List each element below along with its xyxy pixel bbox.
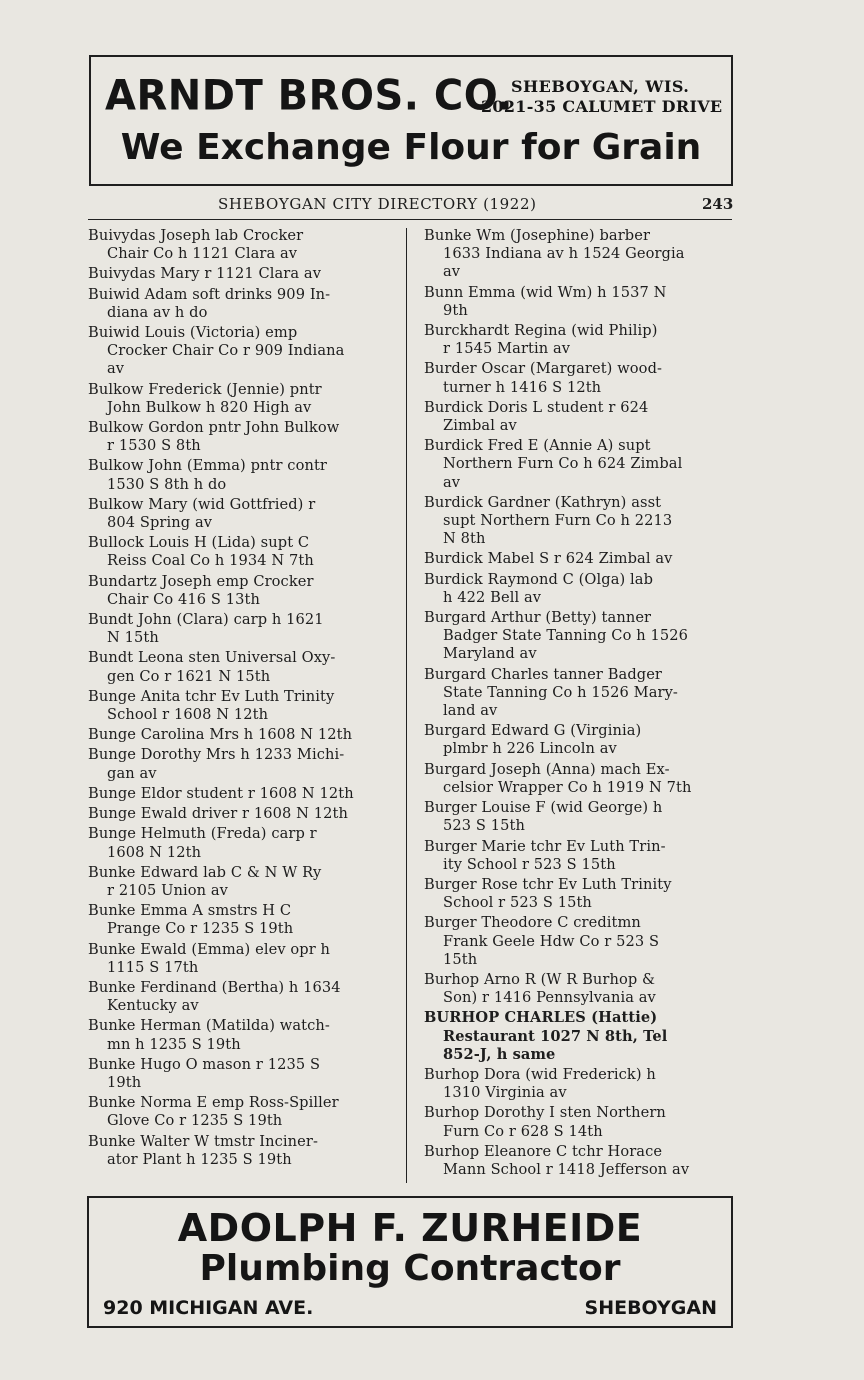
- directory-entry: Bulkow Frederick (Jennie) pntr John Bulkow h 820 High av: [88, 380, 322, 416]
- directory-entry: Bunge Anita tchr Ev Luth Trinity School r 1608 N 12th: [88, 687, 335, 724]
- directory-entry: Bunke Emma A smstrs H C Prange Co r 1235 S 19th: [88, 902, 294, 938]
- directory-entry: Burdick Raymond C (Olga) lab h 422 Bell av: [424, 570, 654, 606]
- directory-entry: Burgard Charles tanner Badger State Tanning Co h 1526 Mary- land av: [424, 665, 678, 720]
- directory-entry: Bunke Ewald (Emma) elev opr h 1115 S 17th: [88, 940, 331, 976]
- directory-entry: Bunke Walter W tmstr Inciner- ator Plant h 1235 S 19th: [88, 1132, 319, 1168]
- header-rule: [88, 219, 732, 220]
- column-divider: [406, 228, 407, 1183]
- directory-entry: Burdick Doris L student r 624 Zimbal av: [424, 398, 649, 435]
- directory-entry: Bunge Carolina Mrs h 1608 N 12th: [88, 726, 353, 744]
- directory-entry: Bundartz Joseph emp Crocker Chair Co 416 S 13th: [88, 572, 314, 608]
- directory-entry: Burgard Edward G (Virginia) plmbr h 226 Lincoln av: [424, 722, 642, 758]
- running-header: [0, 195, 864, 217]
- directory-entry: Burgard Joseph (Anna) mach Ex- celsior Wrapper Co h 1919 N 7th: [424, 760, 692, 796]
- directory-entry: Bunge Dorothy Mrs h 1233 Michi- gan av: [88, 746, 345, 782]
- directory-entry: Burhop Arno R (W R Burhop & Son) r 1416 Pennsylvania av: [424, 970, 656, 1007]
- directory-entry: Bunke Ferdinand (Bertha) h 1634 Kentucky av: [88, 978, 341, 1015]
- directory-entry: Burger Rose tchr Ev Luth Trinity School r 523 S 15th: [424, 875, 672, 912]
- directory-entry: Burder Oscar (Margaret) wood- turner h 1416 S 12th: [424, 360, 663, 396]
- directory-entry: Burhop Dorothy I sten Northern Furn Co r 628 S 14th: [424, 1104, 666, 1140]
- directory-entry: Bunke Hugo O mason r 1235 S 19th: [88, 1055, 321, 1091]
- directory-entry: Bulkow John (Emma) pntr contr 1530 S 8th h do: [88, 457, 328, 493]
- ad-city: SHEBOYGAN, WIS.: [511, 77, 690, 96]
- bottom-advertisement: [87, 1196, 733, 1328]
- directory-entry: Bunke Wm (Josephine) barber 1633 Indiana av h 1524 Georgia av: [424, 227, 685, 281]
- directory-entry: Bulkow Mary (wid Gottfried) r 804 Spring av: [88, 495, 316, 532]
- directory-entry: Bundt John (Clara) carp h 1621 N 15th: [88, 611, 324, 647]
- directory-entry: Bunge Ewald driver r 1608 N 12th: [88, 805, 348, 823]
- directory-entry: Buiwid Louis (Victoria) emp Crocker Chair Co r 909 Indiana av: [88, 324, 345, 378]
- ad-street-address: 2021-35 CALUMET DRIVE: [481, 97, 723, 116]
- directory-entry: Burdick Fred E (Annie A) supt Northern Furn Co h 624 Zimbal av: [424, 437, 683, 491]
- directory-entry: Bunke Edward lab C & N W Ry r 2105 Union av: [88, 863, 322, 899]
- ad-business-name: ADOLPH F. ZURHEIDE: [177, 1206, 643, 1250]
- right-column: [424, 227, 733, 1181]
- directory-entry: Burdick Gardner (Kathryn) asst supt Northern Furn Co h 2213 N 8th: [424, 493, 673, 548]
- ad-city: SHEBOYGAN: [584, 1297, 717, 1319]
- ad-address: 920 MICHIGAN AVE.: [103, 1297, 314, 1319]
- directory-entry: Burger Marie tchr Ev Luth Trin- ity School r 523 S 15th: [424, 837, 666, 873]
- directory-entry: Burgard Arthur (Betty) tanner Badger State Tanning Co h 1526 Maryland av: [424, 609, 688, 663]
- directory-entry: Buiwid Adam soft drinks 909 In- diana av h do: [88, 285, 331, 321]
- directory-entry: Bunn Emma (wid Wm) h 1537 N 9th: [424, 283, 667, 319]
- directory-entry: Burhop Eleanore C tchr Horace Mann School r 1418 Jefferson av: [424, 1142, 690, 1178]
- left-column: [88, 227, 397, 1171]
- directory-entry: Burhop Dora (wid Frederick) h 1310 Virginia av: [424, 1065, 656, 1102]
- ad-trade: Plumbing Contractor: [199, 1248, 621, 1289]
- directory-entry: Bunke Norma E emp Ross-Spiller Glove Co r 1235 S 19th: [88, 1094, 339, 1130]
- directory-entry-featured: BURHOP CHARLES (Hattie) Restaurant 1027 N 8th, Tel 852-J, h same: [424, 1009, 668, 1063]
- directory-entry: Buivydas Mary r 1121 Clara av: [88, 265, 322, 283]
- directory-entry: Bundt Leona sten Universal Oxy- gen Co r 1621 N 15th: [88, 649, 336, 685]
- directory-title: SHEBOYGAN CITY DIRECTORY (1922): [218, 195, 537, 213]
- page-number: 243: [702, 195, 734, 213]
- top-advertisement: [89, 55, 733, 186]
- directory-entry: Burger Theodore C creditmn Frank Geele Hdw Co r 523 S 15th: [424, 914, 660, 968]
- directory-entry: Bunge Helmuth (Freda) carp r 1608 N 12th: [88, 825, 317, 861]
- directory-entry: Bunge Eldor student r 1608 N 12th: [88, 784, 354, 802]
- directory-entry: Bunke Herman (Matilda) watch- mn h 1235 S 19th: [88, 1017, 330, 1053]
- ad-company-name: ARNDT BROS. CO.: [105, 71, 514, 121]
- directory-entry: Burckhardt Regina (wid Philip) r 1545 Martin av: [424, 322, 658, 358]
- ad-slogan: We Exchange Flour for Grain: [120, 127, 702, 168]
- directory-entry: Burdick Mabel S r 624 Zimbal av: [424, 550, 673, 568]
- directory-entry: Bulkow Gordon pntr John Bulkow r 1530 S 8th: [88, 419, 340, 455]
- directory-entry: Buivydas Joseph lab Crocker Chair Co h 1121 Clara av: [88, 227, 304, 263]
- directory-entry: Bullock Louis H (Lida) supt C Reiss Coal Co h 1934 N 7th: [88, 534, 314, 570]
- directory-entry: Burger Louise F (wid George) h 523 S 15th: [424, 799, 663, 835]
